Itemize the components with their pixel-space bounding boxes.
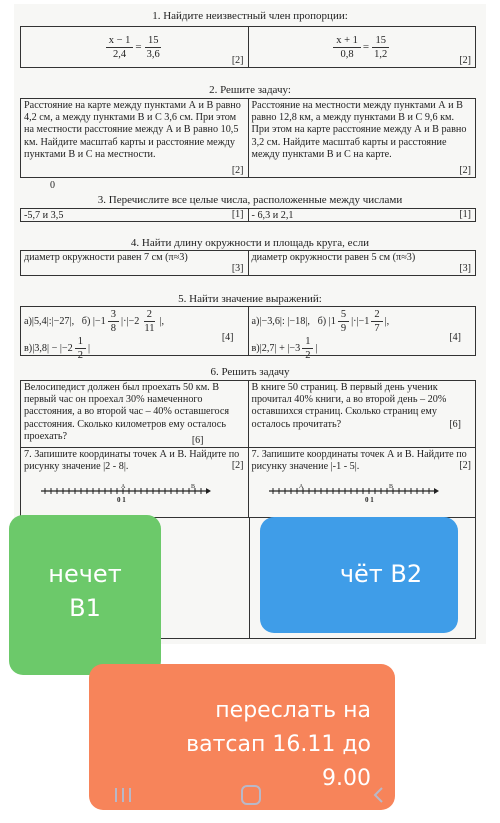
task3-table: -5,7 и 3,5 [1] - 6,3 и 2,1 [1] [20,208,476,222]
axis-label-left: 0 1 [117,496,126,503]
task3-title: 3. Перечислите все целые числа, расположенные между числами [97,194,403,206]
task2-left: Расстояние на карте между пунктами А и В равно 4,2 см, а между пунктами В и С 3,6 см. При этом на местности расстояние между А и В равно 10,5 км. Найдите масштаб карты и расстояние между пунктами В и С на местности. [2] [21,99,249,177]
back-icon[interactable] [368,784,390,806]
axis-point-a: A [121,484,126,490]
task1-right: $\frac{x + 1}{0,8}$ = $\frac{15}{1,2}$ [2] [249,27,476,67]
recents-icon[interactable] [110,784,136,806]
task1-right-points: [2] [459,54,471,66]
odd-variant-badge: нечет В1 [9,515,161,675]
task5-title: 5. Найти значение выражений: [178,293,322,305]
number-line-left [41,483,211,503]
task1-table [20,26,476,68]
task5-right: а)|−3,6|: |−18|, б) |1 $\frac{5}{9}$ |·|−1 $\frac{2}{7}$ |, в)|2,7| + |−3 $\frac{1}{2}$ | [4] [251,309,461,361]
task2-title: 2. Решите задачу: [209,84,291,96]
task6-table: Велосипедист должен был проехать 50 км. В первый час он проехал 30% намеченного расстояния, а во второй час – 40% оставшегося расстояния. Сколько километров ему осталось проехать? [6] В книге 50 страниц. В первый день ученик прочитал 40% книги, а во второй день – 20% оставшихся страниц. Сколько страниц ему осталось прочитать? [6] [20,380,476,448]
task4-table: диаметр окружности равен 7 см (π≈3) [3] диаметр окружности равен 5 см (π≈3) [3] [20,250,476,276]
axis-label-right: 0 1 [364,496,374,503]
task7-table: 7. Запишите координаты точек А и В. Найдите по рисунку значение |2 - 8|. [2] A B 0 1 7. Запишите координаты точек А и В. Найдите по рисунку значение |-1 - 5|. [2] A B 0 1 [20,448,476,518]
task1-left: $\frac{x - 1}{2,4}$ = $\frac{15}{3,6}$ [2] [21,27,249,67]
axis-point-b: B [191,484,196,490]
stray-mark: 0 [50,180,55,191]
number-line-right [269,483,439,503]
task5-left: а)|5,4|:|−27|, б) |−1 $\frac{3}{8}$ |·|−2 $\frac{2}{11}$ |, в)|3,8| − |−2 $\frac{1}{2}$ | [4] [21,307,249,355]
task5-table [20,306,476,361]
task6-title: 6. Решить задачу [210,366,290,378]
send-note-badge: переслать на ватсап 16.11 до 9.00 [89,664,395,810]
even-variant-badge: чёт В2 [260,517,458,633]
axis-point-a: A [298,484,303,490]
task2-right: Расстояние на местности между пунктами А и В равно 12,8 км, а между пунктами В и С 9,6 км. При этом на карте расстояние между А и В равно 3,2 см. Найдите масштаб карты и расстояние между пунктами В и С на карте. [2] [251,100,471,176]
home-icon[interactable] [238,782,264,808]
task1-left-points: [2] [231,54,244,66]
task1-title: 1. Найдите неизвестный член пропорции: [152,10,348,22]
axis-point-b: B [388,484,393,490]
task2-table [20,98,476,178]
task4-title: 4. Найти длину окружности и площадь круга, если [130,237,370,249]
system-navbar [0,776,500,823]
